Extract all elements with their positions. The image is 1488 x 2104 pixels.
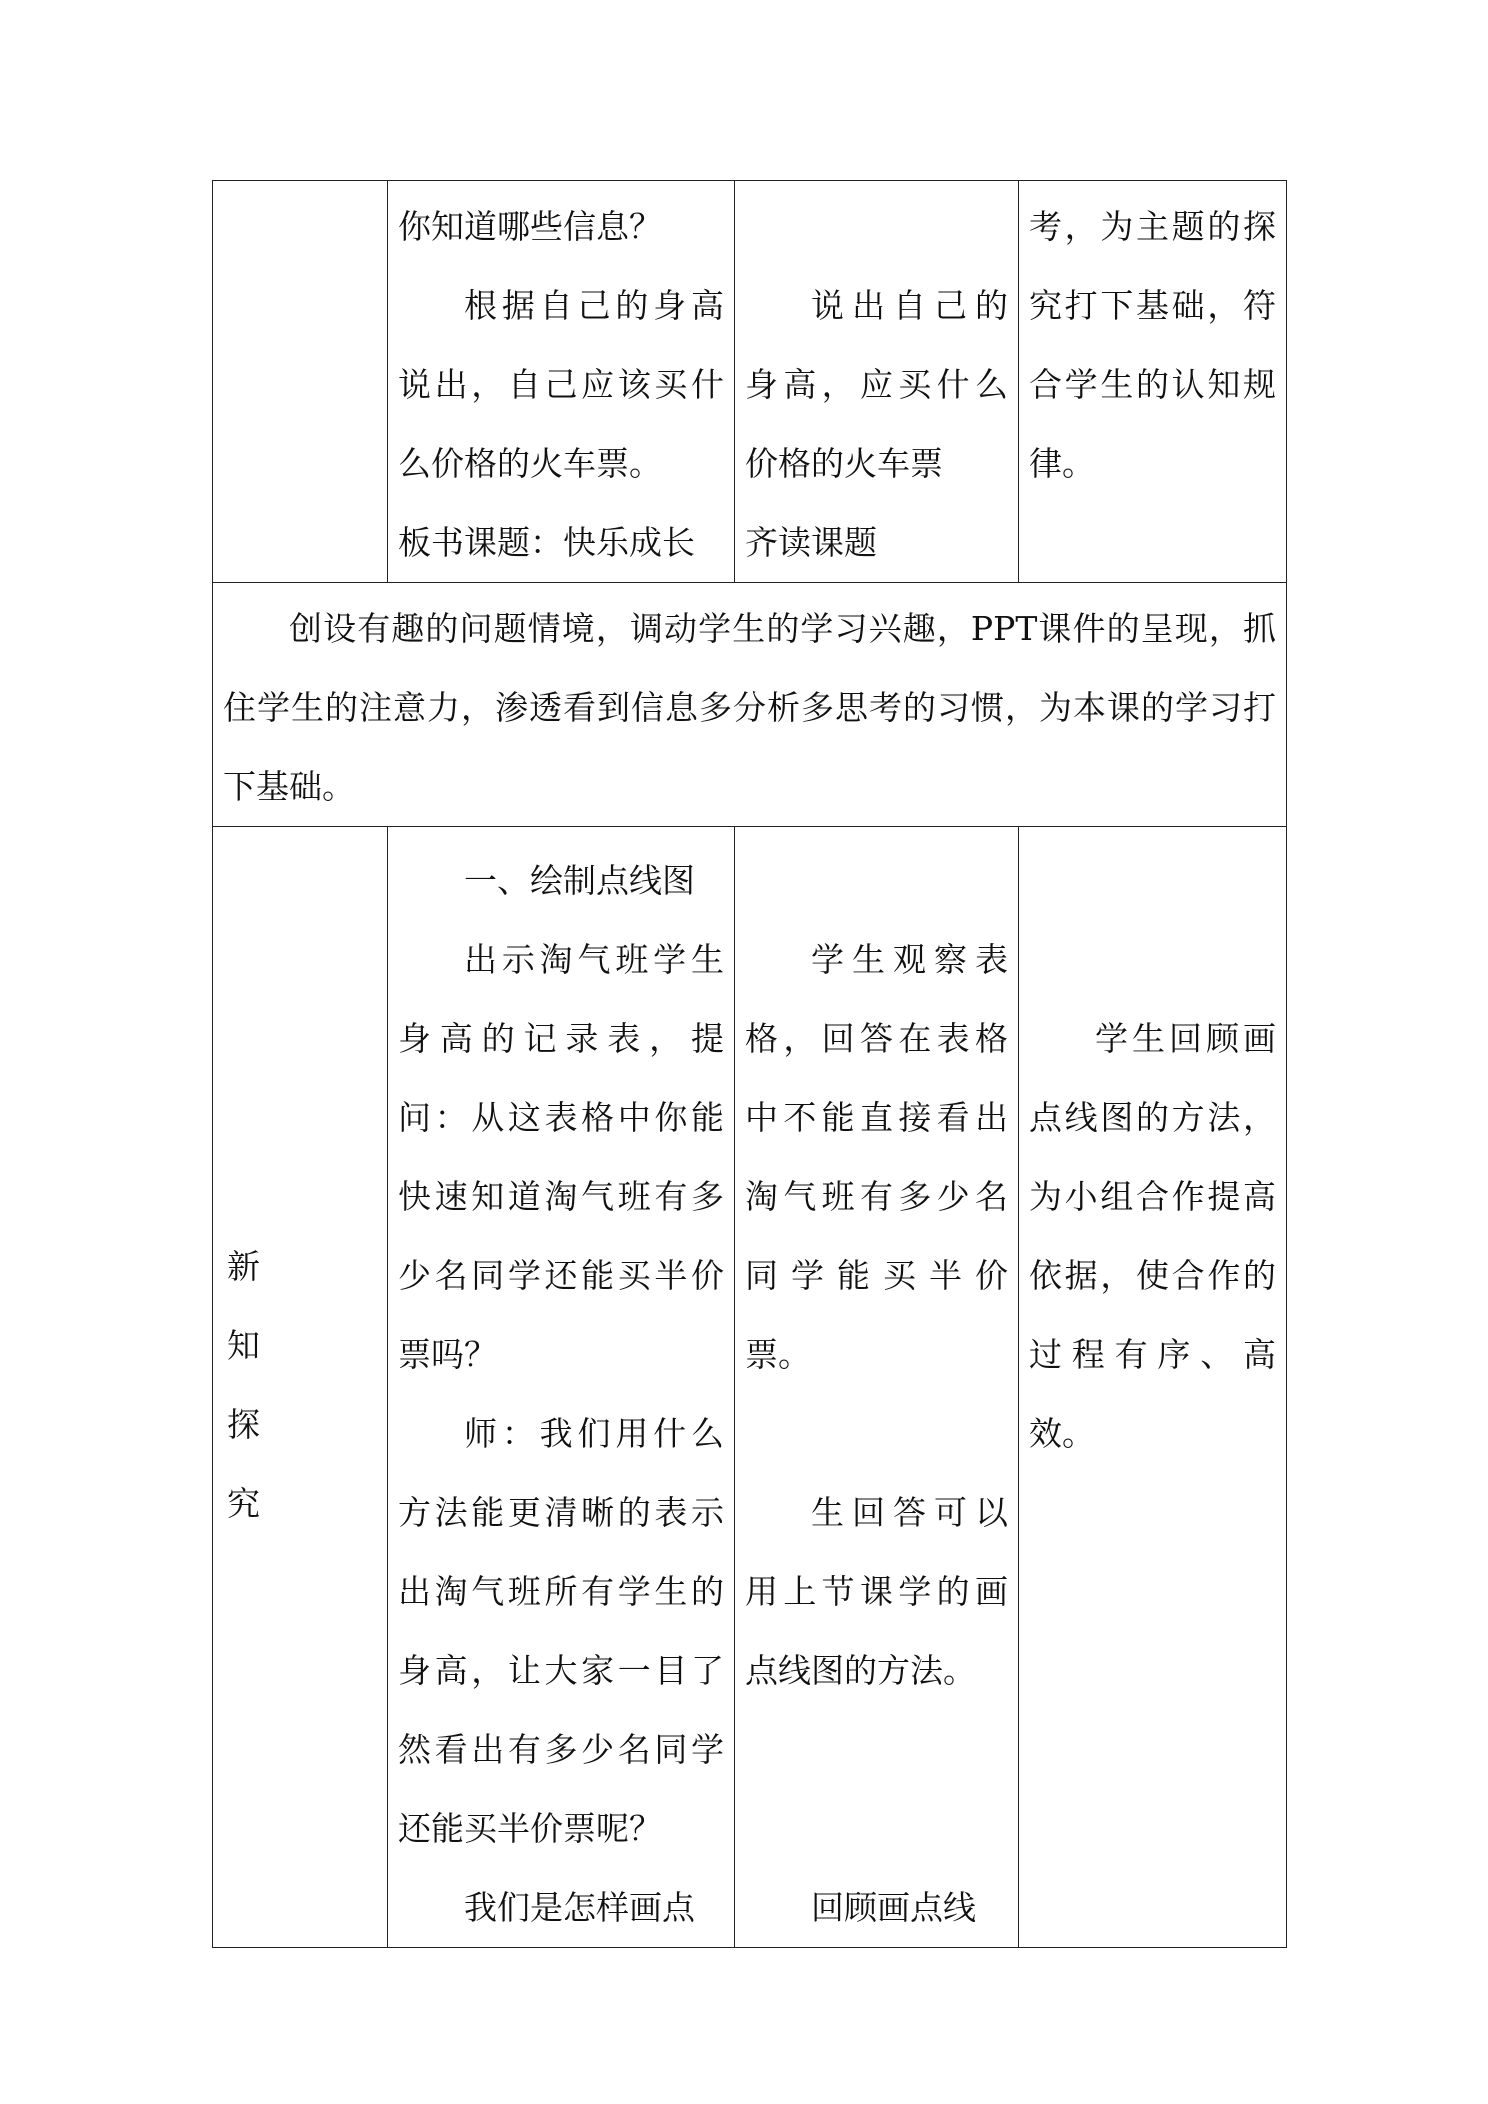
table-row-intro: [213, 181, 1287, 583]
teacher-text: 出示淘气班学生身高的记录表，提问：从这表格中你能快速知道淘气班有多少名同学还能买半价票吗？: [398, 940, 724, 1374]
teacher-text: 根据自己的身高说出，自己应该买什么价格的火车票。: [398, 286, 724, 483]
stage-cell: [213, 827, 388, 1948]
teacher-text: 板书课题：快乐成长: [398, 523, 695, 562]
intent-text: 学生回顾画点线图的方法，为小组合作提高依据，使合作的过程有序、高效。: [1029, 1019, 1276, 1453]
teacher-text: 一、绘制点线图: [464, 861, 695, 900]
table-row-new-knowledge: [213, 827, 1287, 1948]
stage-cell-empty: [213, 181, 388, 583]
stage-char: 知: [227, 1326, 260, 1365]
student-text: 生回答可以用上节课学的画点线图的方法。: [745, 1493, 1008, 1690]
student-text: 齐读课题: [745, 523, 877, 562]
intent-text: 考，为主题的探究打下基础，符合学生的认知规律。: [1029, 207, 1276, 483]
student-text: 说出自己的身高，应买什么价格的火车票: [745, 286, 1008, 483]
design-intent-cell: [1019, 827, 1287, 1948]
summary-text: 创设有趣的问题情境，调动学生的学习兴趣，PPT课件的呈现，抓住学生的注意力，渗透看到信息多分析多思考的习惯，为本课的学习打下基础。: [223, 609, 1276, 806]
teacher-text: 我们是怎样画点: [464, 1888, 695, 1927]
lesson-plan-table: [212, 180, 1287, 1948]
teacher-activity-cell: [388, 827, 735, 1948]
teacher-activity-cell: [388, 181, 735, 583]
stage-char: 新: [227, 1247, 260, 1286]
design-intent-cell: [1019, 181, 1287, 583]
table-row-summary: [213, 583, 1287, 827]
student-text: 回顾画点线: [811, 1888, 976, 1927]
stage-char: 探: [227, 1405, 260, 1444]
teacher-text: 师：我们用什么方法能更清晰的表示出淘气班所有学生的身高，让大家一目了然看出有多少名同学还能买半价票呢？: [398, 1414, 724, 1848]
stage-char: 究: [227, 1484, 260, 1523]
summary-cell: [213, 583, 1287, 827]
student-activity-cell: [735, 181, 1019, 583]
student-activity-cell: [735, 827, 1019, 1948]
teacher-text: 你知道哪些信息？: [398, 207, 662, 246]
student-text: 学生观察表格，回答在表格中不能直接看出淘气班有多少名同学能买半价票。: [745, 940, 1008, 1374]
